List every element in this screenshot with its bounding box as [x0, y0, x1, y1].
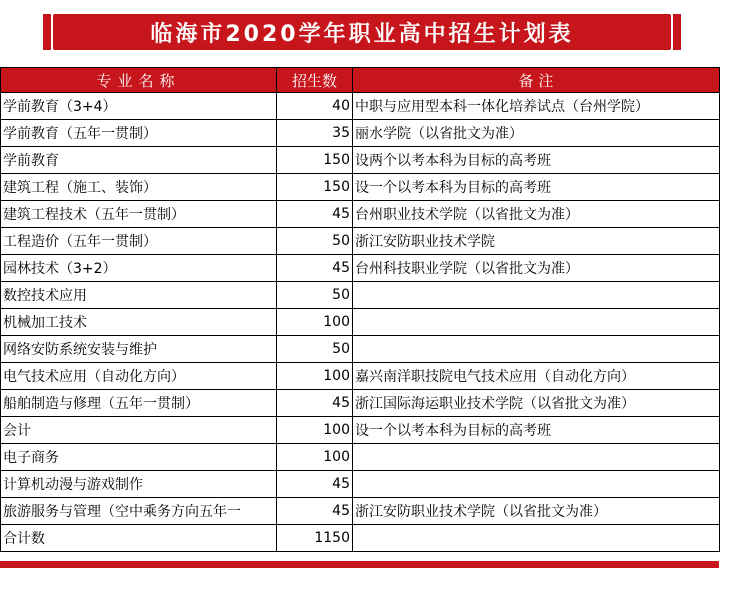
remarks-cell [353, 471, 720, 498]
major-name-cell: 学前教育（3+4） [1, 93, 277, 120]
remarks-cell: 丽水学院（以省批文为准） [353, 120, 720, 147]
major-name-cell: 工程造价（五年一贯制） [1, 228, 277, 255]
remarks-cell: 浙江安防职业技术学院 [353, 228, 720, 255]
remarks-cell [353, 336, 720, 363]
quota-cell: 35 [277, 120, 353, 147]
remarks-cell: 中职与应用型本科一体化培养试点（台州学院） [353, 93, 720, 120]
table-row [1, 309, 720, 336]
quota-cell: 45 [277, 471, 353, 498]
remarks-cell: 浙江安防职业技术学院（以省批文为准） [353, 498, 720, 525]
remarks-cell [353, 444, 720, 471]
remarks-cell [353, 282, 720, 309]
table-row [1, 120, 720, 147]
major-name-cell: 船舶制造与修理（五年一贯制） [1, 390, 277, 417]
major-name-cell: 建筑工程技术（五年一贯制） [1, 201, 277, 228]
table-row [1, 255, 720, 282]
table-row [1, 471, 720, 498]
remarks-cell: 设两个以考本科为目标的高考班 [353, 147, 720, 174]
major-name-cell: 合计数 [1, 525, 277, 552]
major-name-cell: 计算机动漫与游戏制作 [1, 471, 277, 498]
quota-cell: 100 [277, 309, 353, 336]
quota-cell: 100 [277, 417, 353, 444]
remarks-cell: 台州科技职业学院（以省批文为准） [353, 255, 720, 282]
remarks-cell [353, 525, 720, 552]
quota-cell: 50 [277, 228, 353, 255]
table-row [1, 390, 720, 417]
quota-cell: 150 [277, 174, 353, 201]
major-name-cell: 园林技术（3+2） [1, 255, 277, 282]
page-title: 临海市2020学年职业高中招生计划表 [150, 21, 574, 47]
quota-cell: 1150 [277, 525, 353, 552]
table-row [1, 525, 720, 552]
quota-cell: 100 [277, 363, 353, 390]
major-name-cell: 会计 [1, 417, 277, 444]
major-name-cell: 学前教育 [1, 147, 277, 174]
quota-cell: 50 [277, 336, 353, 363]
quota-cell: 150 [277, 147, 353, 174]
table-footer-bar [0, 561, 719, 568]
major-name-cell: 机械加工技术 [1, 309, 277, 336]
major-name-cell: 电气技术应用（自动化方向） [1, 363, 277, 390]
remarks-cell: 嘉兴南洋职技院电气技术应用（自动化方向） [353, 363, 720, 390]
table-row [1, 498, 720, 525]
quota-cell: 45 [277, 201, 353, 228]
table-row [1, 336, 720, 363]
table-row [1, 417, 720, 444]
title-banner [43, 14, 681, 50]
quota-cell: 45 [277, 390, 353, 417]
table-row [1, 228, 720, 255]
remarks-cell: 浙江国际海运职业技术学院（以省批文为准） [353, 390, 720, 417]
table-header-row [1, 68, 720, 93]
remarks-cell [353, 309, 720, 336]
major-name-cell: 学前教育（五年一贯制） [1, 120, 277, 147]
enrollment-plan-table [0, 67, 720, 552]
header-remarks: 备 注 [353, 68, 720, 93]
quota-cell: 100 [277, 444, 353, 471]
table-row [1, 201, 720, 228]
quota-cell: 45 [277, 255, 353, 282]
quota-cell: 45 [277, 498, 353, 525]
table-row [1, 174, 720, 201]
table-row [1, 147, 720, 174]
remarks-cell: 台州职业技术学院（以省批文为准） [353, 201, 720, 228]
remarks-cell: 设一个以考本科为目标的高考班 [353, 417, 720, 444]
header-quota: 招生数 [277, 68, 353, 93]
quota-cell: 40 [277, 93, 353, 120]
major-name-cell: 数控技术应用 [1, 282, 277, 309]
major-name-cell: 电子商务 [1, 444, 277, 471]
table-row [1, 93, 720, 120]
table-row [1, 444, 720, 471]
major-name-cell: 网络安防系统安装与维护 [1, 336, 277, 363]
major-name-cell: 建筑工程（施工、装饰） [1, 174, 277, 201]
header-major-name: 专业名称 [1, 68, 277, 93]
table-row [1, 282, 720, 309]
remarks-cell: 设一个以考本科为目标的高考班 [353, 174, 720, 201]
table-row [1, 363, 720, 390]
major-name-cell: 旅游服务与管理（空中乘务方向五年一 [1, 498, 277, 525]
quota-cell: 50 [277, 282, 353, 309]
